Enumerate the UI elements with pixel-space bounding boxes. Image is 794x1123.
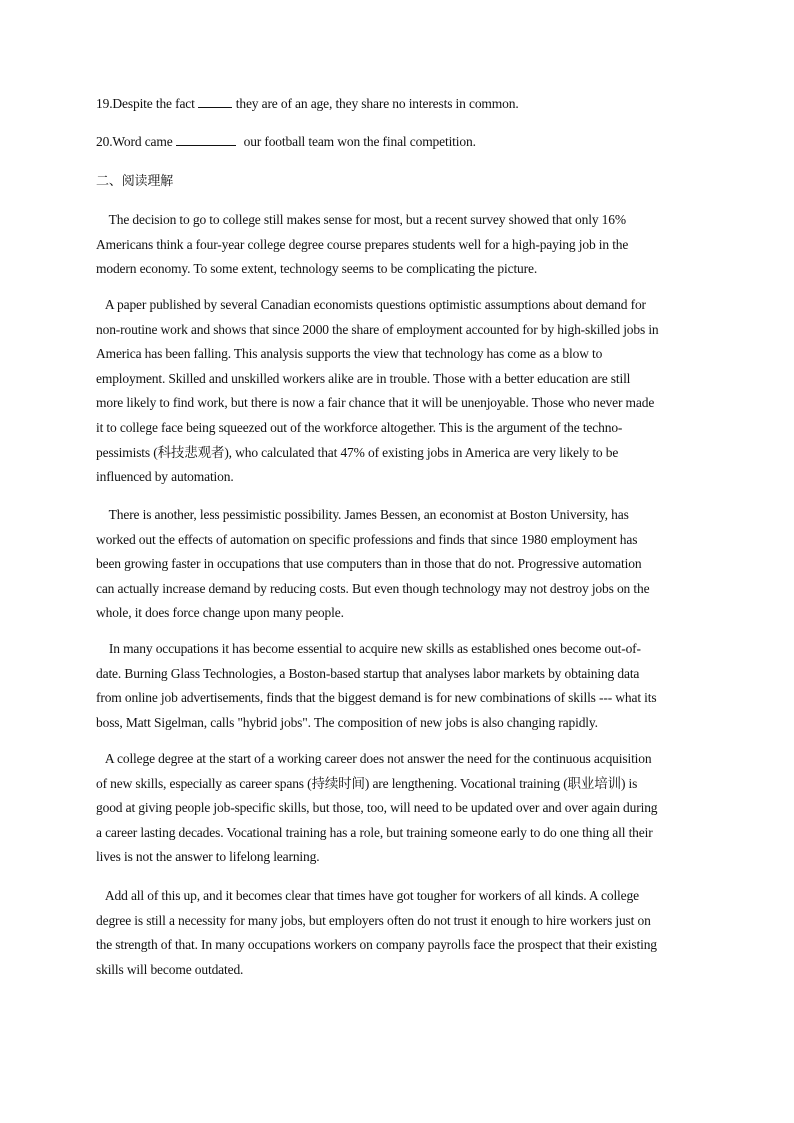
- paragraph-line: Americans think a four-year college degree course prepares students well for a high-paying job in the: [96, 236, 629, 252]
- paragraph-line: There is another, less pessimistic possibility. James Bessen, an economist at Boston University, has: [96, 507, 629, 522]
- paragraph: [96, 293, 700, 490]
- paragraph-line: of new skills, especially as career spans (持续时间) are lengthening. Vocational training (职业培训) is: [96, 775, 638, 791]
- paragraph-line: from online job advertisements, finds that the biggest demand is for new combinations of skills --- what its: [96, 690, 657, 706]
- paragraph: [96, 637, 700, 735]
- question-text: they are of an age, they share no interests in common.: [235, 96, 519, 111]
- paragraph-line: a career lasting decades. Vocational training has a role, but training someone early to do one thing all their: [96, 824, 653, 840]
- section-heading-text: 二、阅读理解: [96, 174, 174, 189]
- paragraph-line: can actually increase demand by reducing costs. But even though technology may not destroy jobs on the: [96, 580, 650, 596]
- paragraph-line: employment. Skilled and unskilled workers alike are in trouble. Those with a better education are still: [96, 370, 631, 386]
- paragraph-line: lives is not the answer to lifelong learning.: [96, 849, 320, 865]
- paragraph-line: influenced by automation.: [96, 469, 234, 485]
- paragraph-line: degree is still a necessity for many jobs, but employers often do not trust it enough to hire workers just on: [96, 912, 651, 928]
- paragraph-line: non-routine work and shows that since 2000 the share of employment accounted for by high-skilled jobs in: [96, 321, 659, 337]
- paragraph-line: The decision to go to college still makes sense for most, but a recent survey showed that only 16%: [96, 212, 626, 227]
- paragraph-line: boss, Matt Sigelman, calls "hybrid jobs". The composition of new jobs is also changing rapidly.: [96, 714, 598, 730]
- paragraph: [96, 884, 700, 982]
- paragraph-line: good at giving people job-specific skills, but those, too, will need to be updated over and over again during: [96, 800, 658, 816]
- question-20: [96, 130, 700, 155]
- paragraph: [96, 503, 700, 626]
- paragraph-line: A paper published by several Canadian economists questions optimistic assumptions about demand for: [96, 297, 646, 312]
- paragraph-line: date. Burning Glass Technologies, a Boston-based startup that analyses labor markets by obtaining data: [96, 665, 640, 681]
- paragraph-line: Add all of this up, and it becomes clear that times have got tougher for workers of all kinds. A college: [96, 888, 639, 903]
- question-text: 20.Word came: [96, 134, 173, 149]
- question-text: our football team won the final competition.: [243, 134, 476, 149]
- answer-blank[interactable]: [198, 95, 232, 108]
- paragraph-line: America has been falling. This analysis supports the view that technology has come as a blow to: [96, 346, 603, 362]
- question-text: 19.Despite the fact: [96, 96, 195, 111]
- paragraph-line: more likely to find work, but there is now a fair chance that it will be unenjoyable. Those who never made: [96, 395, 655, 411]
- paragraph-line: A college degree at the start of a working career does not answer the need for the continuous acquisition: [96, 751, 652, 766]
- paragraph-line: it to college face being squeezed out of the workforce altogether. This is the argument of the techno-: [96, 419, 623, 435]
- paragraph-line: been growing faster in occupations that use computers than in those that do not. Progressive automation: [96, 556, 642, 572]
- paragraph-line: skills will become outdated.: [96, 961, 244, 977]
- section-heading: [96, 170, 700, 195]
- answer-blank[interactable]: [176, 133, 236, 146]
- paragraph: [96, 747, 700, 870]
- paragraph-line: In many occupations it has become essential to acquire new skills as established ones become out-of-: [96, 641, 641, 656]
- paragraph: [96, 208, 700, 282]
- paragraph-line: modern economy. To some extent, technology seems to be complicating the picture.: [96, 261, 538, 277]
- paragraph-line: worked out the effects of automation on specific professions and finds that since 1980 employment has: [96, 531, 638, 547]
- paragraph-line: whole, it does force change upon many people.: [96, 605, 344, 621]
- paragraph-line: the strength of that. In many occupations workers on company payrolls face the prospect that their existing: [96, 937, 657, 953]
- paragraph-line: pessimists (科技悲观者), who calculated that 47% of existing jobs in America are very likely to be: [96, 444, 619, 460]
- question-19: [96, 92, 700, 117]
